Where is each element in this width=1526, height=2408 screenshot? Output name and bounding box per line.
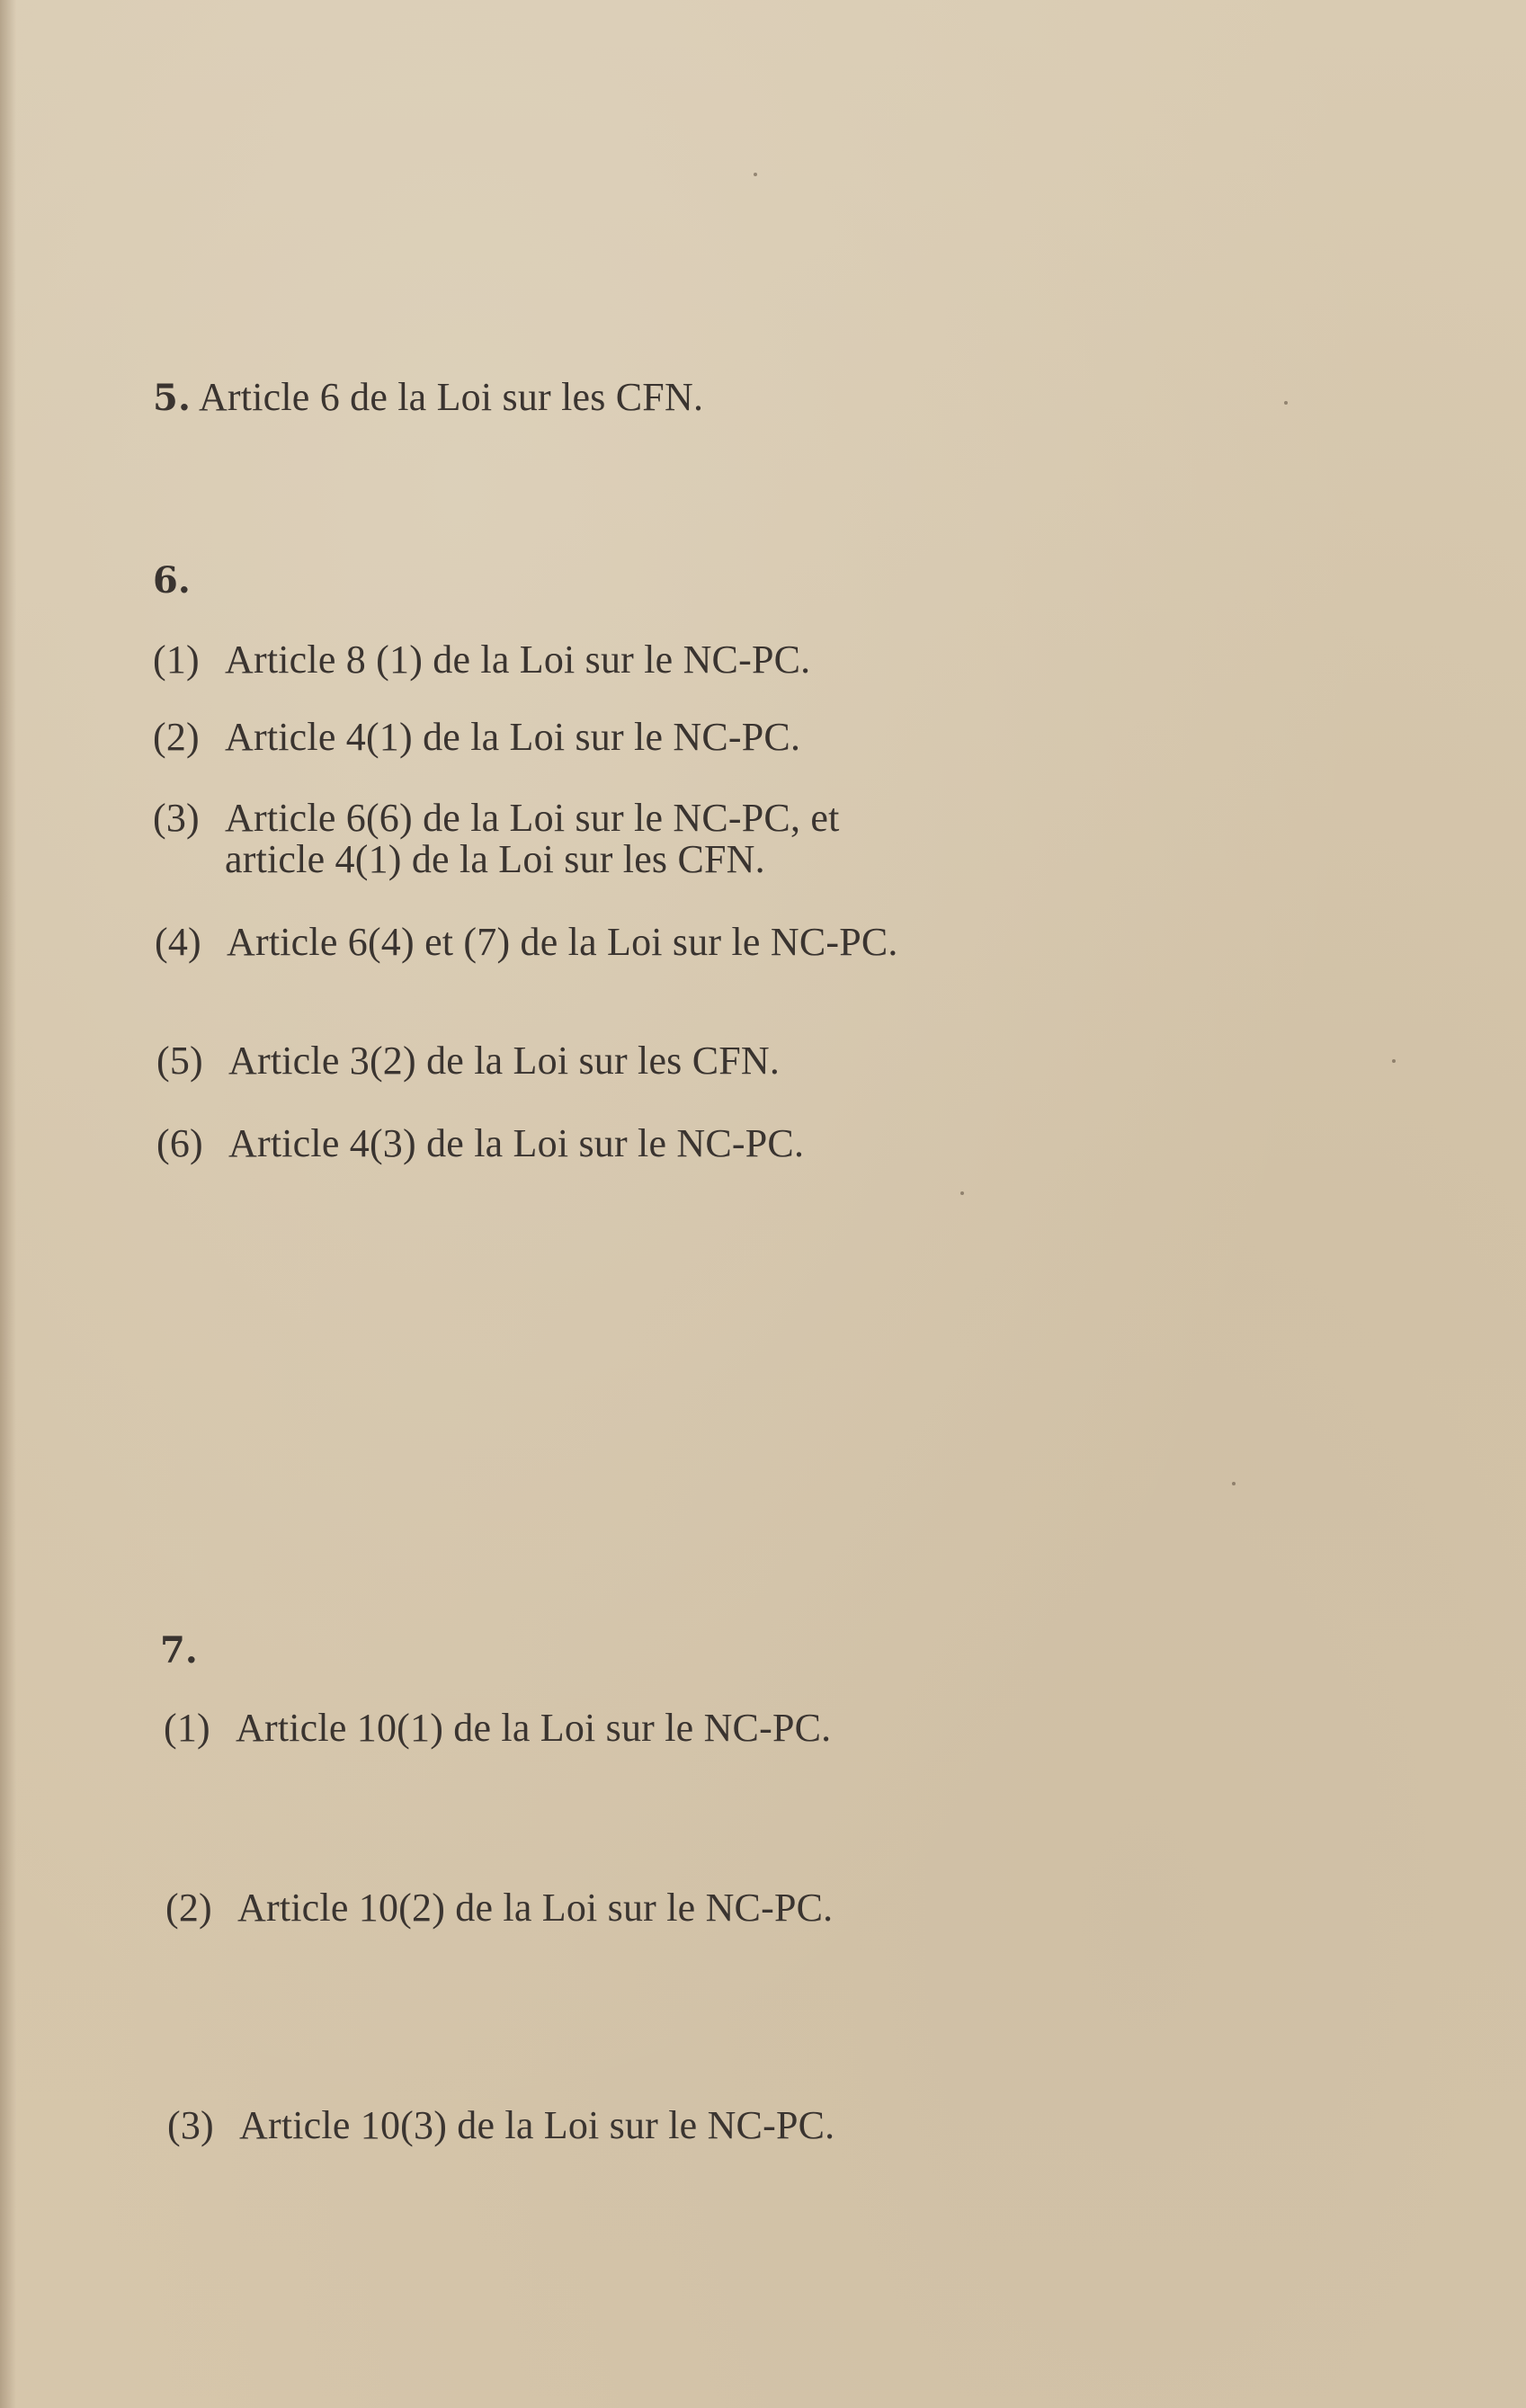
section-7-item-3	[167, 2104, 834, 2147]
section-6-item-5	[156, 1039, 780, 1083]
item-marker: (4)	[155, 920, 201, 964]
item-marker: (3)	[167, 2103, 214, 2147]
page-edge-shadow	[0, 0, 16, 2408]
item-text: Article 6(6) de la Loi sur le NC-PC, et	[225, 796, 840, 840]
item-marker: (1)	[153, 638, 200, 682]
section-5-number: 5.	[153, 377, 192, 419]
item-marker: (2)	[153, 715, 200, 759]
section-7-item-2	[165, 1886, 833, 1930]
item-text: Article 10(3) de la Loi sur le NC-PC.	[239, 2103, 835, 2147]
item-text: Article 10(1) de la Loi sur le NC-PC.	[236, 1706, 832, 1750]
item-text: Article 4(1) de la Loi sur le NC-PC.	[225, 715, 801, 759]
paper-speck	[1284, 401, 1288, 405]
section-7-number: 7.	[160, 1629, 198, 1672]
paper-speck	[960, 1191, 964, 1195]
item-marker: (3)	[153, 796, 200, 840]
section-6-item-1	[153, 638, 810, 682]
section-6-item-3	[153, 797, 840, 840]
item-marker: (2)	[165, 1886, 212, 1930]
section-6-item-3-continuation	[225, 838, 765, 881]
item-marker: (1)	[164, 1706, 210, 1750]
section-5	[153, 376, 703, 420]
item-text: Article 4(3) de la Loi sur le NC-PC.	[228, 1121, 805, 1165]
item-text: Article 10(2) de la Loi sur le NC-PC.	[237, 1886, 834, 1930]
section-7-item-1	[164, 1707, 831, 1750]
item-text: Article 8 (1) de la Loi sur le NC-PC.	[225, 638, 811, 682]
item-text: article 4(1) de la Loi sur les CFN.	[225, 837, 765, 881]
item-text: Article 6(4) et (7) de la Loi sur le NC-PC.	[227, 920, 898, 964]
section-6-number: 6.	[153, 559, 191, 602]
section-6-item-2	[153, 716, 800, 759]
section-6-item-6	[156, 1122, 804, 1165]
item-marker: (6)	[156, 1121, 203, 1165]
item-marker: (5)	[156, 1039, 203, 1083]
paper-speck	[1392, 1059, 1396, 1063]
paper-speck	[1232, 1482, 1236, 1485]
item-text: Article 3(2) de la Loi sur les CFN.	[228, 1039, 781, 1083]
paper-speck	[754, 173, 757, 176]
section-5-text: Article 6 de la Loi sur les CFN.	[198, 375, 704, 419]
section-6-item-4	[155, 921, 898, 964]
